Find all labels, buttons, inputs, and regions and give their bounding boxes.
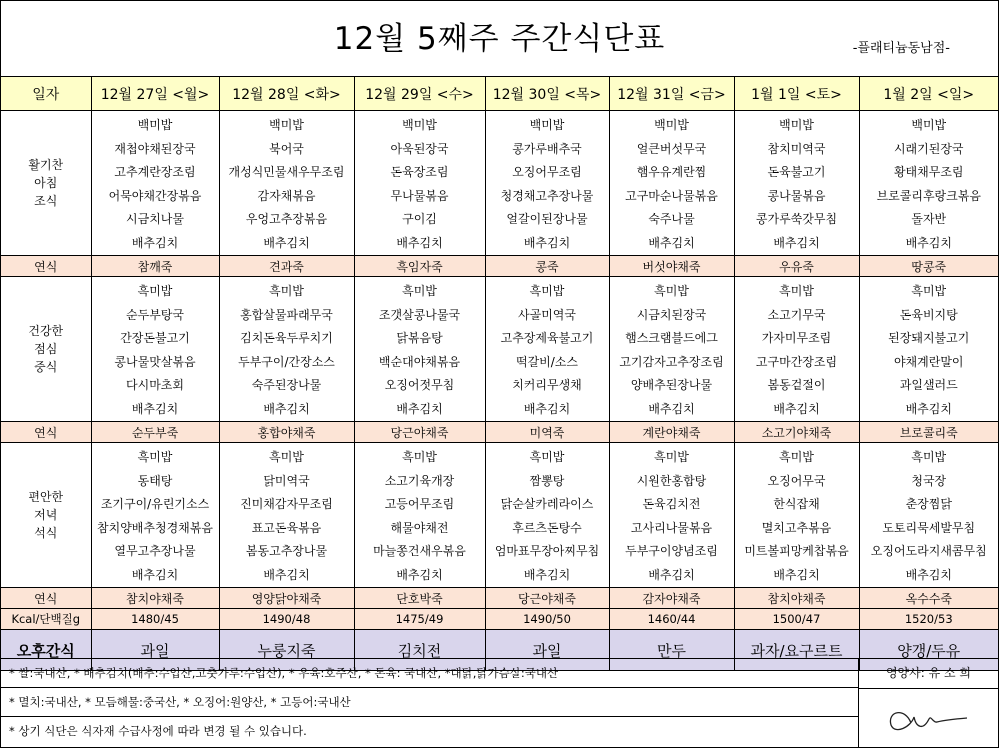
menu-item: 흑미밥 <box>137 284 173 298</box>
menu-item: 햄우유계란찜 <box>636 165 707 179</box>
menu-item: 두부구이양념조림 <box>625 544 718 558</box>
menu-item: 백미밥 <box>779 118 814 132</box>
menu-item-list <box>860 277 999 421</box>
menu-item: 고추장제육불고기 <box>500 331 594 345</box>
porridge-item: 당근야채죽 <box>354 422 485 443</box>
breakfast-label <box>1 111 91 256</box>
menu-item: 멸치고추볶음 <box>761 520 832 535</box>
menu-item: 엄마표무장아찌무침 <box>494 544 600 558</box>
porridge-item: 브로콜리죽 <box>859 422 998 443</box>
menu-item: 오징어도라지새콤무침 <box>870 544 987 558</box>
porridge-item: 흑임자죽 <box>354 256 485 277</box>
day-header: 1월 2일 <일> <box>859 77 998 111</box>
menu-item: 어묵야채간장볶음 <box>108 188 202 203</box>
menu-item: 표고돈육볶음 <box>251 520 322 535</box>
kcal-value: 1520/53 <box>859 609 998 630</box>
menu-item: 다시마초회 <box>126 378 184 392</box>
menu-item: 청국장 <box>911 473 947 488</box>
menu-item-list <box>220 111 354 255</box>
dinner-day-cell <box>485 443 609 588</box>
porridge-item: 홍합야채죽 <box>219 422 354 443</box>
kcal-value: 1480/45 <box>91 609 219 630</box>
menu-item: 콩가루배추국 <box>512 141 582 156</box>
menu-item: 콩나물맛살볶음 <box>114 354 196 369</box>
menu-item-list <box>355 443 485 587</box>
menu-item: 과일샐러드 <box>899 378 958 392</box>
kcal-value: 1475/49 <box>354 609 485 630</box>
breakfast-row <box>1 111 998 256</box>
menu-item: 가자미무조림 <box>761 331 832 345</box>
porridge-item: 순두부죽 <box>91 422 219 443</box>
menu-item: 돈육김치전 <box>642 497 701 511</box>
menu-item: 도토리묵세발무침 <box>882 520 976 535</box>
porridge-item: 옥수수죽 <box>859 588 998 609</box>
branch-name: -플래티늄동남점- <box>852 41 950 56</box>
snack-item: 만두 <box>609 630 734 671</box>
menu-item: 배추김치 <box>131 401 179 416</box>
dietitian-name: 영양사: 유 소 희 <box>859 659 998 689</box>
menu-item: 동태탕 <box>137 473 173 488</box>
menu-item: 배추김치 <box>648 567 695 582</box>
menu-item: 소고기무국 <box>767 307 826 322</box>
origin-note: * 쌀:국내산, * 배추김치(배추:수입산,고춧가루:수입산), * 우육:호주산, * 돈육: 국내산, *대닭,닭가슴살:국내산 <box>1 659 859 688</box>
menu-item: 재첩야채된장국 <box>114 141 196 156</box>
lunch-day-cell <box>734 277 859 422</box>
menu-item-list <box>92 443 219 587</box>
snack-label: 오후간식 <box>1 630 91 671</box>
kcal-value: 1500/47 <box>734 609 859 630</box>
menu-item: 햄스크램블드에그 <box>625 331 718 345</box>
menu-item: 짬뽕탕 <box>529 473 565 488</box>
menu-item: 흑미밥 <box>269 284 304 298</box>
menu-item: 백미밥 <box>654 118 689 132</box>
lunch-day-cell <box>219 277 354 422</box>
lunch-porridge-row <box>1 422 998 443</box>
meal-label-line: 아침 <box>34 176 58 190</box>
menu-item: 닭볶음탕 <box>396 331 443 345</box>
lunch-day-cell <box>91 277 219 422</box>
menu-item: 콩나물볶음 <box>767 188 826 203</box>
menu-item: 구이김 <box>402 212 437 226</box>
menu-item: 오징어무조림 <box>512 165 582 179</box>
porridge-item: 콩죽 <box>485 256 609 277</box>
menu-item: 흑미밥 <box>654 450 689 464</box>
breakfast-day-cell <box>219 111 354 256</box>
menu-item: 콩가루쑥갓무침 <box>755 212 838 226</box>
meal-label-line: 활기찬 <box>28 158 64 172</box>
menu-item: 흑미밥 <box>529 450 565 464</box>
lunch-day-cell <box>354 277 485 422</box>
dinner-day-cell <box>91 443 219 588</box>
porridge-item: 버섯야채죽 <box>609 256 734 277</box>
menu-item: 배추김치 <box>263 401 310 416</box>
menu-item: 얼큰버섯무국 <box>636 141 707 156</box>
menu-item: 조기구이/유린기소스 <box>100 497 210 511</box>
meal-label-line: 저녁 <box>34 508 58 522</box>
menu-item: 흑미밥 <box>269 450 304 464</box>
menu-item: 야채계란말이 <box>893 354 964 369</box>
day-header: 12월 29일 <수> <box>354 77 485 111</box>
menu-item: 열무고추장나물 <box>114 544 196 558</box>
menu-item: 백순대야채볶음 <box>378 354 461 369</box>
menu-item-list <box>220 443 354 587</box>
signature-icon <box>881 693 971 741</box>
menu-item: 백미밥 <box>137 118 173 132</box>
snack-item: 김치전 <box>354 630 485 671</box>
menu-table-body <box>1 77 998 671</box>
menu-item-list <box>220 277 354 421</box>
menu-item: 숙주나물 <box>648 212 695 226</box>
menu-item: 고구마순나물볶음 <box>625 188 718 203</box>
menu-item: 마늘쫑건새우볶음 <box>373 544 466 558</box>
origin-note-2: * 멸치:국내산, * 모듬해물:중국산, * 오징어:원양산, * 고등어:국내산 <box>1 688 859 717</box>
menu-item: 미트볼피망케찹볶음 <box>744 544 849 558</box>
menu-item: 배추김치 <box>773 567 820 582</box>
menu-item: 양배추된장나물 <box>630 378 713 392</box>
menu-item: 브로콜리후랑크볶음 <box>876 188 981 203</box>
menu-item: 돈육장조림 <box>390 165 449 179</box>
dinner-label <box>1 443 91 588</box>
dinner-day-cell <box>734 443 859 588</box>
menu-item-list <box>610 277 734 421</box>
menu-item: 고등어무조림 <box>384 497 455 511</box>
menu-item: 흑미밥 <box>779 450 814 464</box>
menu-item: 순두부탕국 <box>126 307 184 322</box>
menu-item: 흑미밥 <box>654 284 689 298</box>
menu-item: 김치돈육두루치기 <box>240 331 333 345</box>
menu-item: 배추김치 <box>773 235 820 250</box>
kcal-label: Kcal/단백질g <box>1 609 91 630</box>
menu-item-list <box>610 443 734 587</box>
menu-item: 춘장찜닭 <box>905 497 952 511</box>
menu-item-list <box>735 277 859 421</box>
menu-item: 소고기육개장 <box>384 473 455 488</box>
menu-item: 개성식민물새우무조림 <box>228 165 345 179</box>
porridge-item: 참치야채죽 <box>734 588 859 609</box>
menu-item-list <box>610 111 734 255</box>
porridge-item: 참치야채죽 <box>91 588 219 609</box>
menu-item: 배추김치 <box>648 235 695 250</box>
menu-item: 고구마간장조림 <box>755 354 838 369</box>
menu-item: 배추김치 <box>905 401 952 416</box>
dinner-porridge-row <box>1 588 998 609</box>
menu-item: 흑미밥 <box>911 450 947 464</box>
day-header: 12월 31일 <금> <box>609 77 734 111</box>
menu-item-list <box>860 111 999 255</box>
menu-item: 사골미역국 <box>518 307 576 322</box>
porridge-item: 단호박죽 <box>354 588 485 609</box>
menu-item: 배추김치 <box>905 235 952 250</box>
day-header: 1월 1일 <토> <box>734 77 859 111</box>
menu-item: 배추김치 <box>648 401 695 416</box>
menu-item: 배추김치 <box>523 567 571 582</box>
menu-item: 참치양배추청경채볶음 <box>97 520 213 535</box>
porridge-item: 당근야채죽 <box>485 588 609 609</box>
menu-item: 백미밥 <box>911 118 947 132</box>
menu-item-list <box>860 443 999 587</box>
snack-item: 과일 <box>485 630 609 671</box>
menu-item: 떡갈비/소스 <box>515 354 578 369</box>
menu-item: 한식잡채 <box>773 497 820 511</box>
porridge-label: 연식 <box>1 422 91 443</box>
menu-item: 후르츠돈탕수 <box>512 520 582 535</box>
breakfast-porridge-row <box>1 256 998 277</box>
lunch-day-cell <box>485 277 609 422</box>
menu-item: 닭순살카레라이스 <box>500 497 594 511</box>
menu-item: 아욱된장국 <box>390 141 449 156</box>
menu-item-list <box>355 277 485 421</box>
dinner-day-cell <box>859 443 998 588</box>
menu-item: 봄동겉절이 <box>767 378 826 392</box>
snack-item: 과일 <box>91 630 219 671</box>
porridge-label: 연식 <box>1 588 91 609</box>
menu-item: 무나물볶음 <box>390 188 449 203</box>
menu-item: 시금치나물 <box>126 212 184 226</box>
menu-item: 백미밥 <box>402 118 437 132</box>
menu-item: 시래기된장국 <box>893 141 964 156</box>
porridge-item: 소고기야채죽 <box>734 422 859 443</box>
menu-item: 우엉고추장볶음 <box>245 212 328 226</box>
porridge-item: 계란야채죽 <box>609 422 734 443</box>
menu-item: 백미밥 <box>529 118 565 132</box>
menu-item-list <box>355 111 485 255</box>
menu-item: 고사리나물볶음 <box>630 520 713 535</box>
dinner-row <box>1 443 998 588</box>
menu-item-list <box>486 111 609 255</box>
kcal-value: 1460/44 <box>609 609 734 630</box>
menu-item: 흑미밥 <box>911 284 947 298</box>
menu-item-list <box>486 277 609 421</box>
meal-label-line: 점심 <box>34 342 58 356</box>
meal-label-line: 석식 <box>34 526 58 540</box>
menu-item: 참치미역국 <box>767 141 826 156</box>
menu-item: 배추김치 <box>523 401 571 416</box>
menu-item: 시금치된장국 <box>636 307 707 322</box>
weekly-menu-table <box>1 77 998 671</box>
menu-item: 돈육비지탕 <box>899 307 958 322</box>
porridge-item: 영양닭야채죽 <box>219 588 354 609</box>
porridge-label: 연식 <box>1 256 91 277</box>
menu-item: 흑미밥 <box>779 284 814 298</box>
menu-item: 얼갈이된장나물 <box>506 212 588 226</box>
breakfast-day-cell <box>859 111 998 256</box>
snack-item: 양갱/두유 <box>859 630 998 671</box>
porridge-item: 우유죽 <box>734 256 859 277</box>
breakfast-day-cell <box>354 111 485 256</box>
porridge-item: 미역죽 <box>485 422 609 443</box>
menu-item: 조갯살콩나물국 <box>378 307 461 322</box>
day-header: 12월 28일 <화> <box>219 77 354 111</box>
menu-item: 된장돼지불고기 <box>888 331 970 345</box>
kcal-value: 1490/48 <box>219 609 354 630</box>
menu-item: 흑미밥 <box>402 450 437 464</box>
date-header-label: 일자 <box>1 77 91 111</box>
menu-item-list <box>486 443 609 587</box>
porridge-item: 참깨죽 <box>91 256 219 277</box>
menu-item: 감자채볶음 <box>257 188 316 203</box>
lunch-day-cell <box>859 277 998 422</box>
lunch-day-cell <box>609 277 734 422</box>
snack-item: 누룽지죽 <box>219 630 354 671</box>
menu-item: 고기감자고추장조림 <box>619 354 724 369</box>
menu-item: 북어국 <box>269 141 304 156</box>
menu-item-list <box>92 111 219 255</box>
menu-item: 해물야채전 <box>390 520 449 535</box>
menu-item: 숙주된장나물 <box>251 378 322 392</box>
menu-item: 배추김치 <box>263 567 310 582</box>
kcal-value: 1490/50 <box>485 609 609 630</box>
porridge-item: 땅콩죽 <box>859 256 998 277</box>
menu-item: 오징어젓무침 <box>384 378 455 392</box>
menu-item: 시원한홍합탕 <box>636 473 707 488</box>
menu-item: 배추김치 <box>131 567 179 582</box>
menu-item: 치커리무생채 <box>512 378 582 392</box>
menu-item: 배추김치 <box>523 235 571 250</box>
menu-item: 진미채감자무조림 <box>240 497 333 511</box>
porridge-item: 감자야채죽 <box>609 588 734 609</box>
meal-label-line: 편안한 <box>28 490 64 504</box>
lunch-row <box>1 277 998 422</box>
menu-item: 두부구이/간장소스 <box>238 354 335 369</box>
kcal-row <box>1 609 998 630</box>
menu-item: 배추김치 <box>396 567 443 582</box>
menu-item: 닭미역국 <box>263 473 310 488</box>
menu-item: 돌자반 <box>911 212 947 226</box>
menu-item: 배추김치 <box>396 401 443 416</box>
breakfast-day-cell <box>485 111 609 256</box>
meal-label-line: 조식 <box>34 194 58 208</box>
dinner-day-cell <box>354 443 485 588</box>
porridge-item: 견과죽 <box>219 256 354 277</box>
breakfast-day-cell <box>91 111 219 256</box>
menu-item: 배추김치 <box>773 401 820 416</box>
menu-item: 황태채무조림 <box>893 165 964 179</box>
menu-item-list <box>92 277 219 421</box>
menu-item: 배추김치 <box>263 235 310 250</box>
menu-item: 배추김치 <box>131 235 179 250</box>
footer <box>1 658 998 748</box>
menu-item: 배추김치 <box>905 567 952 582</box>
day-header: 12월 27일 <월> <box>91 77 219 111</box>
menu-item: 청경채고추장나물 <box>500 188 594 203</box>
change-notice: * 상기 식단은 식자재 수급사정에 따라 변경 될 수 있습니다. <box>1 717 859 748</box>
meal-label-line: 중식 <box>34 360 58 374</box>
menu-item: 오징어무국 <box>767 473 826 488</box>
page-title: 12월 5째주 주간식단표 <box>333 21 666 57</box>
menu-item: 흑미밥 <box>529 284 565 298</box>
menu-item-list <box>735 111 859 255</box>
date-header-row <box>1 77 998 111</box>
menu-item: 백미밥 <box>269 118 304 132</box>
title-row <box>1 1 998 77</box>
breakfast-day-cell <box>734 111 859 256</box>
dinner-day-cell <box>219 443 354 588</box>
menu-item: 흑미밥 <box>402 284 437 298</box>
menu-item: 흑미밥 <box>137 450 173 464</box>
menu-item: 돈육불고기 <box>767 165 826 179</box>
breakfast-day-cell <box>609 111 734 256</box>
day-header: 12월 30일 <목> <box>485 77 609 111</box>
menu-item: 배추김치 <box>396 235 443 250</box>
snack-item: 과자/요구르트 <box>734 630 859 671</box>
menu-item: 홍합살물파래무국 <box>240 307 333 322</box>
menu-item-list <box>735 443 859 587</box>
meal-label-line: 건강한 <box>28 324 64 338</box>
menu-item: 간장돈불고기 <box>120 331 190 345</box>
dinner-day-cell <box>609 443 734 588</box>
lunch-label <box>1 277 91 422</box>
menu-item: 고추계란장조림 <box>114 165 196 179</box>
menu-item: 봄동고추장나물 <box>245 544 328 558</box>
